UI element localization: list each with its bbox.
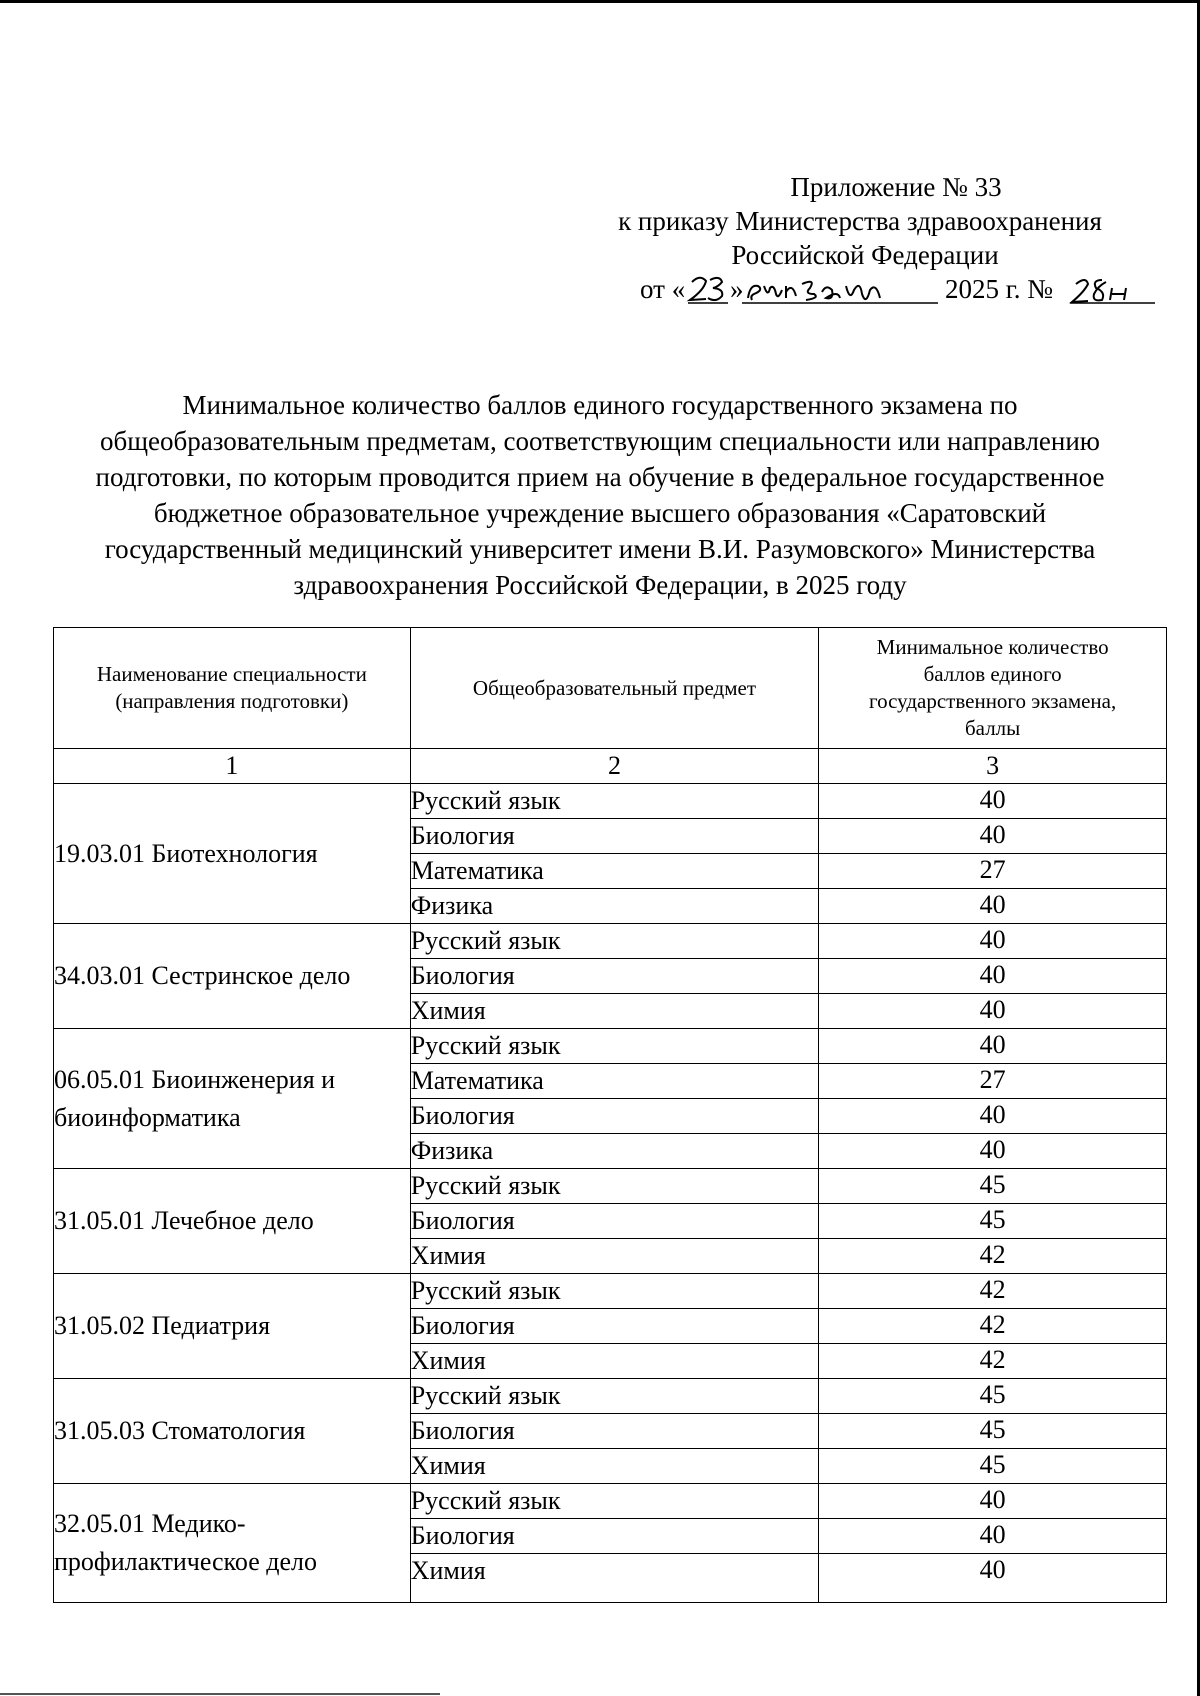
page-frame-top [0, 0, 1200, 3]
subject-cell: Биология [410, 1519, 819, 1554]
subject-cell: Русский язык [410, 924, 819, 959]
subject-cell: Русский язык [410, 1484, 819, 1519]
specialty-cell: 19.03.01 Биотехнология [54, 784, 411, 924]
column-number: 1 [54, 749, 411, 784]
order-ministry: Российской Федерации [731, 240, 999, 270]
score-cell: 42 [819, 1274, 1167, 1309]
title-line: Минимальное количество баллов единого государственного экзамена по [182, 390, 1018, 420]
subject-cell: Биология [410, 819, 819, 854]
table-row [54, 1274, 1167, 1309]
title-line: подготовки, по которым проводится прием на обучение в федеральное государственное [95, 462, 1105, 492]
score-cell: 40 [819, 1029, 1167, 1064]
specialty-cell: 06.05.01 Биоинженерия и биоинформатика [54, 1029, 411, 1169]
score-cell: 40 [819, 1134, 1167, 1169]
score-cell: 42 [819, 1239, 1167, 1274]
subject-cell: Биология [410, 1099, 819, 1134]
table-row [54, 924, 1167, 959]
document-title [55, 387, 1145, 603]
specialty-cell: 31.05.03 Стоматология [54, 1379, 411, 1484]
subject-cell: Физика [410, 1134, 819, 1169]
date-quote-close: » [730, 274, 744, 304]
table-header-row [54, 628, 1167, 749]
appendix-header [560, 170, 1160, 272]
table-row [54, 1484, 1167, 1519]
subject-cell: Математика [410, 1064, 819, 1099]
score-cell: 40 [819, 1519, 1167, 1554]
column-number: 3 [819, 749, 1167, 784]
table-row [54, 1379, 1167, 1414]
subject-cell: Русский язык [410, 784, 819, 819]
table-row [54, 1169, 1167, 1204]
header-subject: Общеобразовательный предмет [410, 628, 819, 749]
column-number: 2 [410, 749, 819, 784]
column-number-row [54, 749, 1167, 784]
specialty-cell: 32.05.01 Медико-профилактическое дело [54, 1484, 411, 1603]
subject-cell: Химия [410, 994, 819, 1029]
specialty-cell: 31.05.02 Педиатрия [54, 1274, 411, 1379]
score-cell: 40 [819, 959, 1167, 994]
header-specialty: Наименование специальности (направления подготовки) [54, 628, 411, 749]
subject-cell: Биология [410, 959, 819, 994]
appendix-number: Приложение № 33 [790, 172, 1002, 202]
subject-cell: Химия [410, 1449, 819, 1484]
handwritten-day-signature [690, 278, 722, 300]
handwritten-number-signature [1072, 280, 1126, 302]
score-cell: 27 [819, 1064, 1167, 1099]
subject-cell: Русский язык [410, 1029, 819, 1064]
score-cell: 45 [819, 1414, 1167, 1449]
subject-cell: Химия [410, 1239, 819, 1274]
score-cell: 40 [819, 924, 1167, 959]
subject-cell: Русский язык [410, 1169, 819, 1204]
subject-cell: Математика [410, 854, 819, 889]
score-cell: 42 [819, 1344, 1167, 1379]
subject-cell: Физика [410, 889, 819, 924]
handwritten-month-signature [748, 282, 880, 300]
title-line: бюджетное образовательное учреждение высшего образования «Саратовский [153, 498, 1047, 528]
min-scores-table [53, 627, 1167, 1603]
score-cell: 40 [819, 1554, 1167, 1603]
subject-cell: Биология [410, 1204, 819, 1239]
score-cell: 40 [819, 1099, 1167, 1134]
handwritten-fill-in [640, 272, 1160, 312]
score-cell: 45 [819, 1379, 1167, 1414]
score-cell: 45 [819, 1169, 1167, 1204]
specialty-cell: 34.03.01 Сестринское дело [54, 924, 411, 1029]
title-line: общеобразовательным предметам, соответствующим специальности или направлению [100, 426, 1100, 456]
title-line: здравоохранения Российской Федерации, в 2025 году [293, 570, 907, 600]
subject-cell: Химия [410, 1554, 819, 1603]
score-cell: 45 [819, 1204, 1167, 1239]
date-year: 2025 г. № [945, 274, 1054, 304]
table-row [54, 784, 1167, 819]
score-cell: 40 [819, 784, 1167, 819]
subject-cell: Биология [410, 1414, 819, 1449]
subject-cell: Русский язык [410, 1379, 819, 1414]
score-cell: 45 [819, 1449, 1167, 1484]
score-cell: 40 [819, 994, 1167, 1029]
score-cell: 40 [819, 819, 1167, 854]
scan-bottom-line [0, 1693, 440, 1695]
score-cell: 40 [819, 889, 1167, 924]
header-min-score: Минимальное количество баллов единого государственного экзамена, баллы [819, 628, 1167, 749]
subject-cell: Химия [410, 1344, 819, 1379]
table-row [54, 1029, 1167, 1064]
subject-cell: Биология [410, 1309, 819, 1344]
title-line: государственный медицинский университет имени В.И. Разумовского» Министерства [104, 534, 1096, 564]
score-cell: 42 [819, 1309, 1167, 1344]
subject-cell: Русский язык [410, 1274, 819, 1309]
order-reference: к приказу Министерства здравоохранения [618, 206, 1102, 236]
specialty-cell: 31.05.01 Лечебное дело [54, 1169, 411, 1274]
score-cell: 40 [819, 1484, 1167, 1519]
date-prefix: от « [640, 274, 686, 304]
score-cell: 27 [819, 854, 1167, 889]
